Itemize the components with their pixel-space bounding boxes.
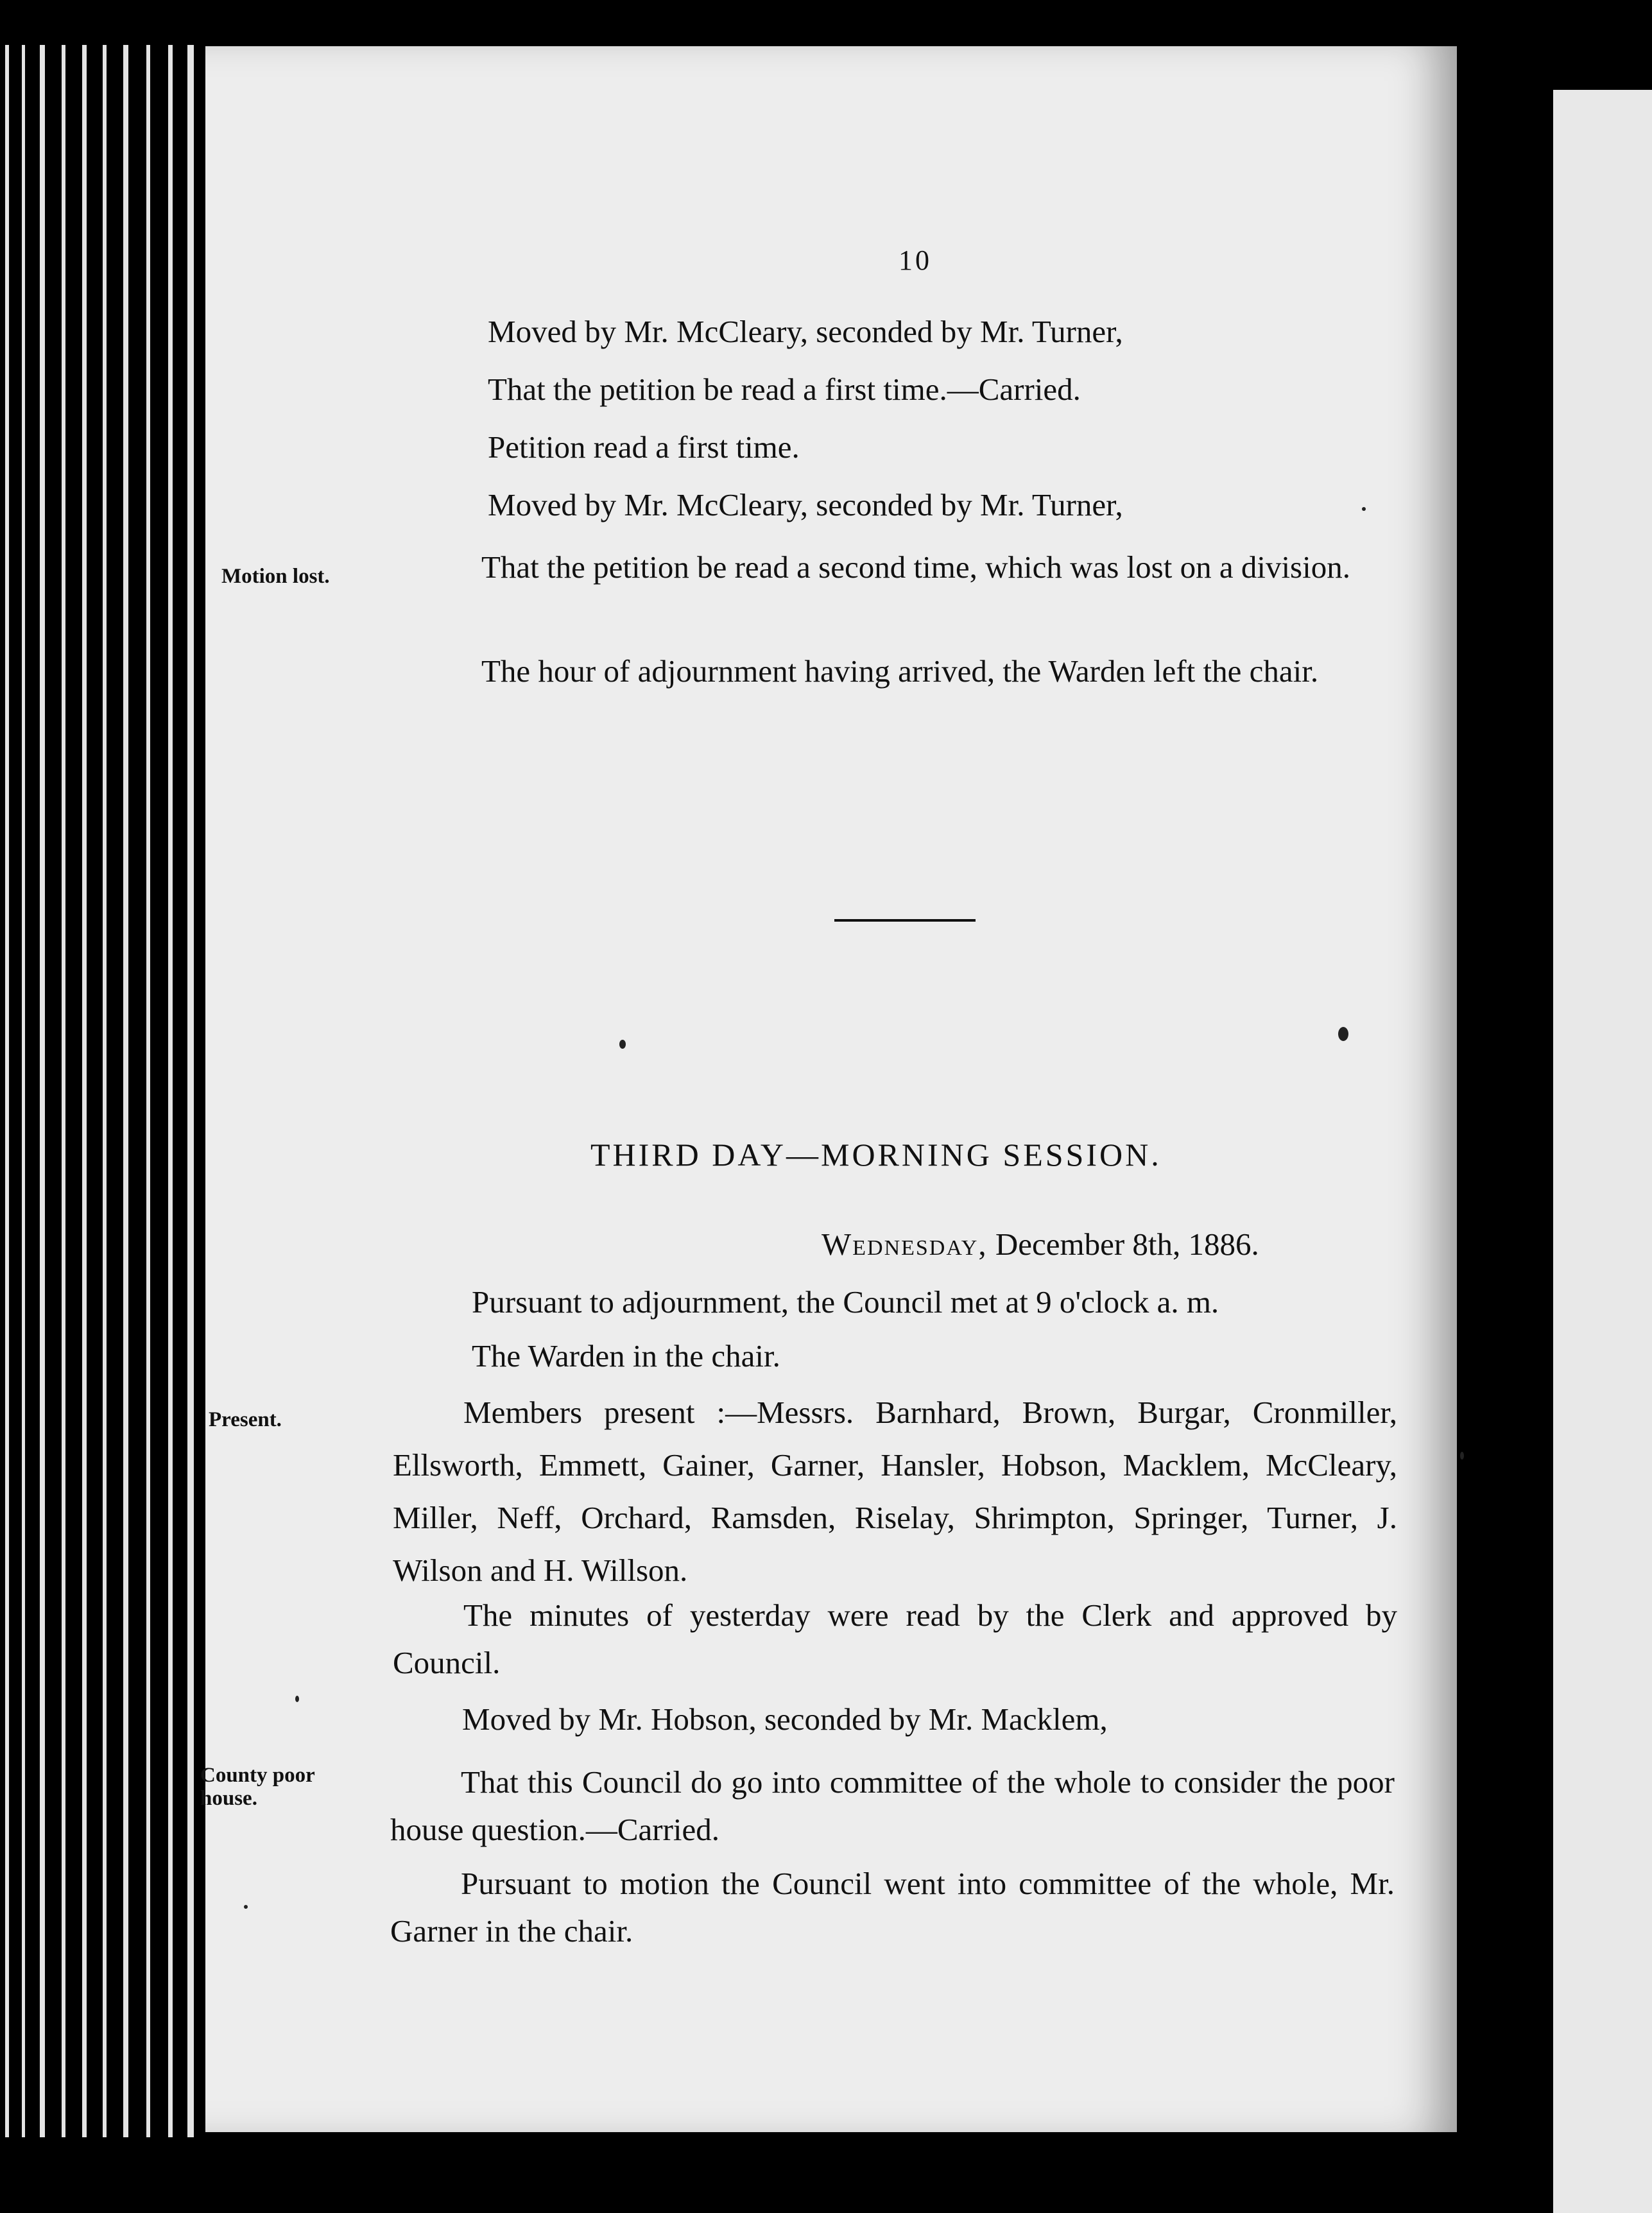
date-rest: December 8th, 1886. bbox=[995, 1227, 1259, 1262]
facing-page-edge bbox=[1553, 90, 1652, 2213]
line-petition-read: Petition read a first time. bbox=[488, 429, 800, 465]
date-weekday: Wednesday, bbox=[822, 1227, 988, 1262]
line-first-time: That the petition be read a first time.—Carried. bbox=[488, 372, 1081, 407]
line-moved-2: Moved by Mr. McCleary, seconded by Mr. Turner, bbox=[488, 487, 1123, 522]
margin-note-county-poor-house: County poor house. bbox=[200, 1764, 315, 1810]
opening-lines bbox=[488, 307, 1123, 538]
page-number: 10 bbox=[899, 245, 932, 276]
margin-note-present: Present. bbox=[209, 1408, 282, 1431]
ink-speck bbox=[1362, 507, 1366, 511]
page-edges bbox=[0, 45, 212, 2137]
ink-speck bbox=[619, 1040, 626, 1049]
motion-lost-paragraph: That the petition be read a second time, which was lost on a division. bbox=[481, 549, 1350, 585]
ink-speck bbox=[1338, 1027, 1348, 1041]
moved-hobson-line: Moved by Mr. Hobson, seconded by Mr. Macklem, bbox=[462, 1701, 1108, 1737]
session-heading: THIRD DAY—MORNING SESSION. bbox=[590, 1137, 1162, 1173]
margin-note-motion-lost: Motion lost. bbox=[221, 565, 330, 588]
minutes-paragraph: The minutes of yesterday were read by the Clerk and approved by Council. bbox=[393, 1597, 1397, 1680]
ink-speck bbox=[244, 1905, 248, 1909]
members-present-paragraph: Members present :—Messrs. Barnhard, Brown, Burgar, Cronmiller, Ellsworth, Emmett, Gainer, Garner, Hansler, Hobson, Macklem, McCleary, Miller, Neff, Orchard, Ramsden, Riselay, Shrimpton, Springer, Turner, J. Wilson and H. Willson. bbox=[393, 1395, 1397, 1588]
committee-paragraph: That this Council do go into committee of the whole to consider the poor house question.—Carried. bbox=[390, 1764, 1395, 1847]
dateline bbox=[822, 1226, 1259, 1262]
ink-speck bbox=[295, 1696, 299, 1702]
warden-line: The Warden in the chair. bbox=[472, 1338, 780, 1373]
session-opening-lines bbox=[472, 1277, 1219, 1381]
pursuant-line: Pursuant to adjournment, the Council met at 9 o'clock a. m. bbox=[472, 1284, 1219, 1320]
section-divider bbox=[834, 919, 976, 922]
final-paragraph: Pursuant to motion the Council went into committee of the whole, Mr. Garner in the chair. bbox=[390, 1866, 1395, 1949]
line-moved-1: Moved by Mr. McCleary, seconded by Mr. Turner, bbox=[488, 314, 1123, 349]
adjournment-paragraph: The hour of adjournment having arrived, the Warden left the chair. bbox=[481, 653, 1319, 689]
ink-speck bbox=[1460, 1452, 1464, 1460]
